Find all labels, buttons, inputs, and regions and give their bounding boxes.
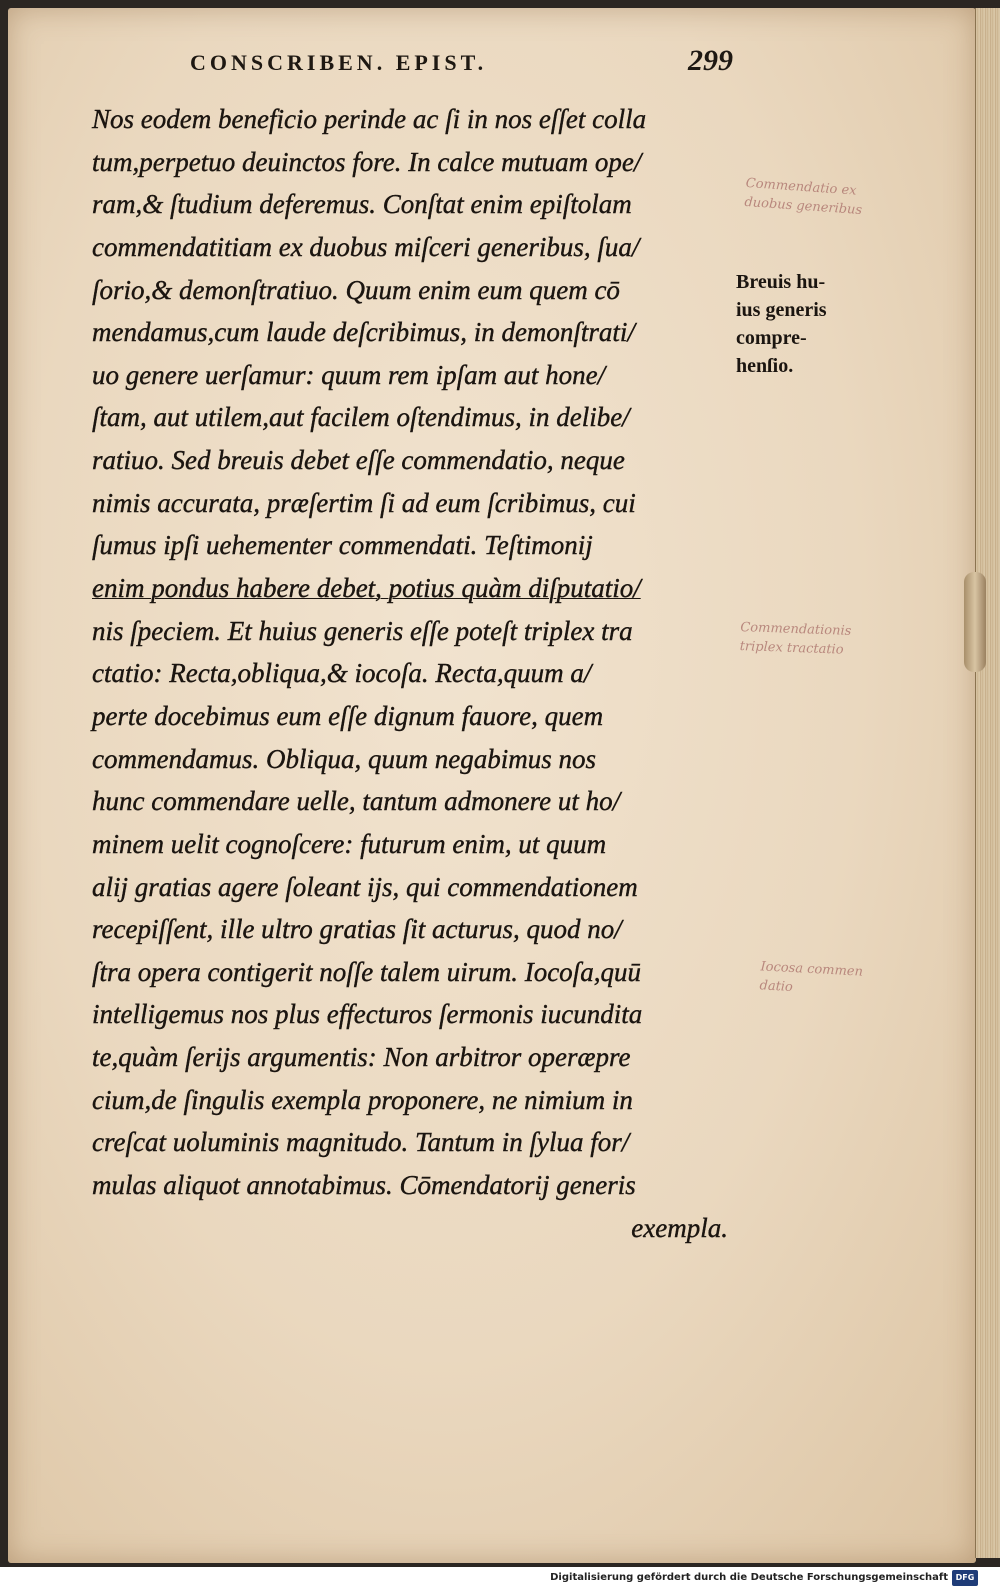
handwritten-note-line: Commendatio ex [745,175,857,199]
text-line: ſumus ipſi uehementer commendati. Teſtimonij [92,530,593,561]
marginal-note-line: Breuis hu- [736,271,826,293]
handwritten-note-line: datio [759,978,794,996]
text-line: creſcat uoluminis magnitudo. Tantum in ſylua for/ [92,1127,630,1158]
text-line: alij gratias agere ſoleant ijs, qui commendationem [92,871,638,902]
text-line: Nos eodem beneficio perinde ac ſi in nos eſſet colla [92,104,647,134]
text-line: uo genere uerſamur: quum rem ipſam aut hone/ [92,359,606,390]
text-line: minem uelit cognoſcere: futurum enim, ut quum [92,828,607,859]
handwritten-note [759,957,863,1000]
text-line: tum,perpetuo deuinctos fore. In calce mutuam ope/ [92,146,642,177]
text-line: commendamus. Obliqua, quum negabimus nos [92,743,596,774]
text-line: mendamus,cum laude deſcribimus, in demonſtrati/ [92,317,635,348]
text-line: te,quàm ſerijs argumentis: Non arbitror operæpre [92,1042,631,1073]
handwritten-note [739,618,851,660]
dfg-logo: DFG [952,1570,978,1586]
marginal-note-line: compre- [736,327,807,349]
handwritten-note-line: triplex tractatio [739,639,844,658]
clasp-mark [964,572,986,672]
text-line: intelligemus nos plus effecturos ſermonis iucundita [92,999,643,1030]
text-line: ram,& ſtudium deferemus. Conſtat enim epiſtolam [92,189,632,220]
page-header [190,44,745,77]
text-line-underlined: enim pondus habere debet, potius quàm diſputatio/ [92,573,641,604]
text-line: nimis accurata, præſertim ſi ad eum ſcribimus, cui [92,487,636,518]
handwritten-note-line: Commendationis [740,620,852,639]
folio-number: 299 [688,44,733,77]
running-title: CONSCRIBEN. EPIST. [190,50,488,75]
text-line: perte docebimus eum eſſe dignum fauore, quem [92,700,604,731]
text-line: ſtam, aut utilem,aut facilem oſtendimus, in delibe/ [92,402,630,433]
footer-bar [0,1567,1000,1591]
text-line: nis ſpeciem. Et huius generis eſſe poteſt triplex tra [92,615,633,646]
text-line: mulas aliquot annotabimus. Cōmendatorij generis [92,1170,636,1201]
text-line: ſorio,& demonſtratiuo. Quum enim eum quem cō [92,274,620,305]
text-line: hunc commendare uelle, tantum admonere ut ho/ [92,786,621,817]
marginal-note-line: ius generis [736,299,827,321]
handwritten-note-line: duobus generibus [743,194,863,219]
text-line: commendatitiam ex duobus miſceri generibus, ſua/ [92,231,640,262]
handwritten-note [744,174,864,220]
marginal-note-printed [736,268,876,380]
page-edges [975,8,1000,1558]
text-line: cium,de ſingulis exempla proponere, ne nimium in [92,1084,633,1115]
text-line: ſtra opera contigerit noſſe talem uirum. Iocoſa,quū [92,956,641,987]
funding-credit: Digitalisierung gefördert durch die Deutsche Forschungsgemeinschaft [550,1572,948,1583]
handwritten-note-line: Iocosa commen [760,959,864,980]
text-line: recepiſſent, ille ultro gratias ſit acturus, quod no/ [92,914,622,945]
text-line: ctatio: Recta,obliqua,& iocoſa. Recta,quum a/ [92,658,592,689]
text-line: ratiuo. Sed breuis debet eſſe commendatio, neque [92,445,625,476]
marginal-note-line: henſio. [736,355,794,377]
catchword: exempla. [631,1212,728,1243]
body-text [92,98,732,1249]
